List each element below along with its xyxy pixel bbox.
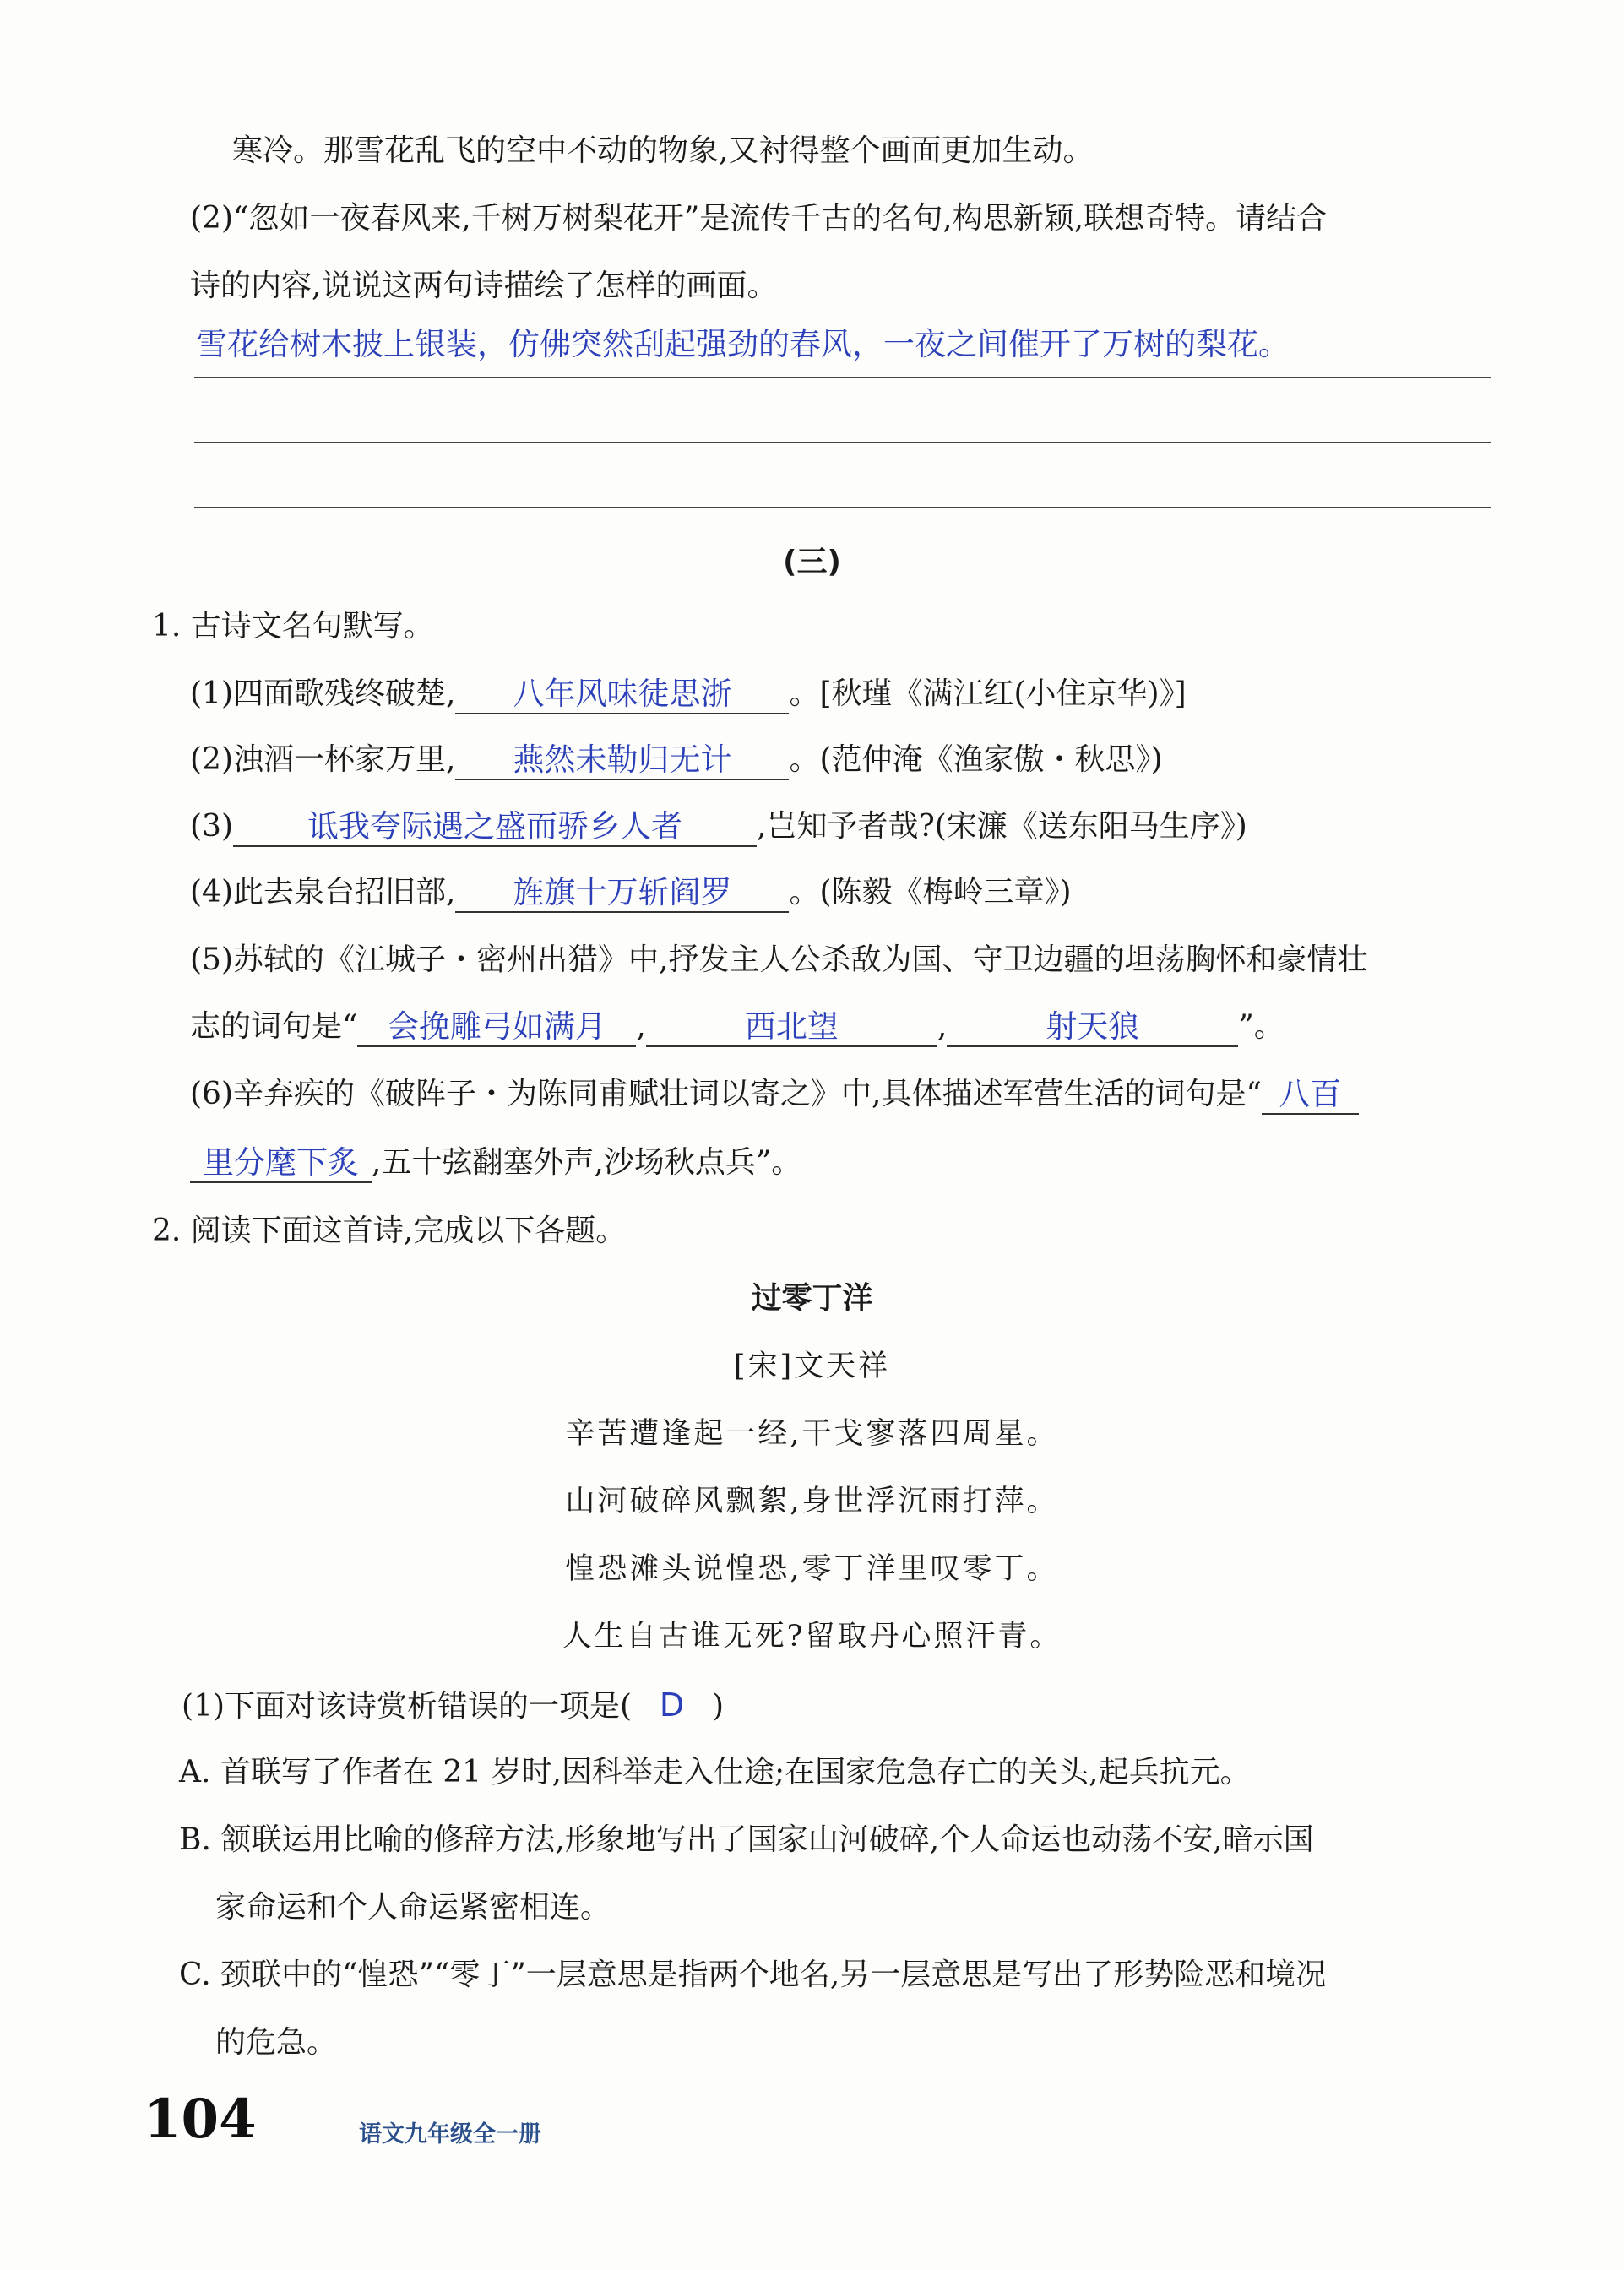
item-suffix: ”。: [1238, 1009, 1285, 1044]
item-prefix: 志的词句是“: [190, 1009, 358, 1044]
book-title: 语文九年级全一册: [359, 2121, 541, 2148]
item-prefix: (6)辛弃疾的《破阵子・为陈同甫赋壮词以寄之》中,具体描述军营生活的词句是“: [190, 1077, 1262, 1111]
answer-line: [194, 377, 1491, 378]
item-prefix: (2)浊酒一杯家万里,: [190, 742, 456, 777]
answer-blank: 旌旗十万斩阎罗: [455, 874, 789, 913]
text-line: 寒冷。那雪花乱飞的空中不动的物象,又衬得整个画面更加生动。: [232, 133, 1094, 168]
choice-answer: D: [659, 1686, 685, 1724]
answer-blank: 燕然未勒归无计: [455, 741, 789, 780]
fill-item-3: [190, 806, 1247, 847]
item-suffix: ,五十弦翻塞外声,沙场秋点兵”。: [372, 1145, 802, 1180]
item-suffix: 。[秋瑾《满江红(小住京华)》]: [789, 676, 1187, 711]
poem-line: 辛苦遭逢起一经,干戈寥落四周星。: [565, 1417, 1059, 1451]
question-1-title: 1. 古诗文名句默写。: [152, 609, 434, 644]
item-prefix: (4)此去泉台招旧部,: [190, 875, 456, 910]
question-2-line1: (2)“忽如一夜春风来,千树万树梨花开”是流传千古的名句,构思新颖,联想奇特。请结合: [190, 201, 1328, 236]
answer-line: [194, 507, 1491, 508]
fill-item-6-line1: [190, 1074, 1359, 1115]
poem-line: 人生自古谁无死?留取丹心照汗青。: [562, 1620, 1062, 1654]
answer-blank: 八百: [1262, 1076, 1359, 1115]
item-suffix: ,岂知予者哉?(宋濂《送东阳马生序》): [757, 809, 1247, 844]
separator: ,: [937, 1009, 948, 1044]
poem-title: 过零丁洋: [751, 1281, 873, 1316]
poem-author: [宋]文天祥: [733, 1350, 891, 1383]
item-suffix: ): [712, 1689, 725, 1724]
item-suffix: 。(范仲淹《渔家傲・秋思》): [789, 742, 1163, 777]
question-2-line2: 诗的内容,说说这两句诗描绘了怎样的画面。: [190, 269, 778, 303]
option-a: A. 首联写了作者在 21 岁时,因科举走入仕途;在国家危急存亡的关头,起兵抗元。: [179, 1755, 1251, 1789]
section-heading: (三): [783, 545, 841, 579]
fill-item-1: [190, 674, 1187, 714]
answer-blank: 西北望: [646, 1008, 937, 1047]
item-suffix: 。(陈毅《梅岭三章》): [789, 875, 1072, 910]
option-c-line1: C. 颈联中的“惶恐”“零丁”一层意思是指两个地名,另一层意思是写出了形势险恶和境况: [179, 1958, 1327, 1992]
poem-line: 山河破碎风飘絮,身世浮沉雨打萍。: [565, 1485, 1059, 1518]
separator: ,: [636, 1009, 646, 1044]
question-2-title: 2. 阅读下面这首诗,完成以下各题。: [152, 1214, 627, 1248]
answer-blank: 八年风味徒思浙: [455, 676, 789, 714]
answer-blank: 里分麾下炙: [190, 1144, 372, 1183]
answer-blank: 诋我夸际遇之盛而骄乡人者: [233, 808, 757, 847]
poem-line: 惶恐滩头说惶恐,零丁洋里叹零丁。: [565, 1552, 1059, 1586]
page-number: 104: [144, 2088, 257, 2151]
answer-blank: 会挽雕弓如满月: [357, 1008, 636, 1047]
answer-blank: 射天狼: [947, 1008, 1238, 1047]
fill-item-5-line1: (5)苏轼的《江城子・密州出猎》中,抒发主人公杀敌为国、守卫边疆的坦荡胸怀和豪情壮: [190, 942, 1368, 977]
option-c-line2: 的危急。: [215, 2025, 338, 2060]
option-b-line1: B. 颔联运用比喻的修辞方法,形象地写出了国家山河破碎,个人命运也动荡不安,暗示国: [179, 1822, 1314, 1857]
fill-item-5-line2: [190, 1007, 1285, 1047]
item-prefix: (1)下面对该诗赏析错误的一项是(: [182, 1689, 633, 1724]
handwritten-answer: 雪花给树木披上银装，仿佛突然刮起强劲的春风，一夜之间催开了万树的梨花。: [196, 326, 1290, 362]
fill-item-6-line2: [190, 1143, 801, 1183]
fill-item-2: [190, 740, 1163, 780]
option-b-line2: 家命运和个人命运紧密相连。: [215, 1890, 611, 1925]
sub-question-1: [182, 1685, 724, 1727]
fill-item-4: [190, 872, 1072, 913]
answer-line: [194, 442, 1491, 443]
item-prefix: (1)四面歌残终破楚,: [190, 676, 456, 711]
item-prefix: (3): [190, 809, 233, 844]
